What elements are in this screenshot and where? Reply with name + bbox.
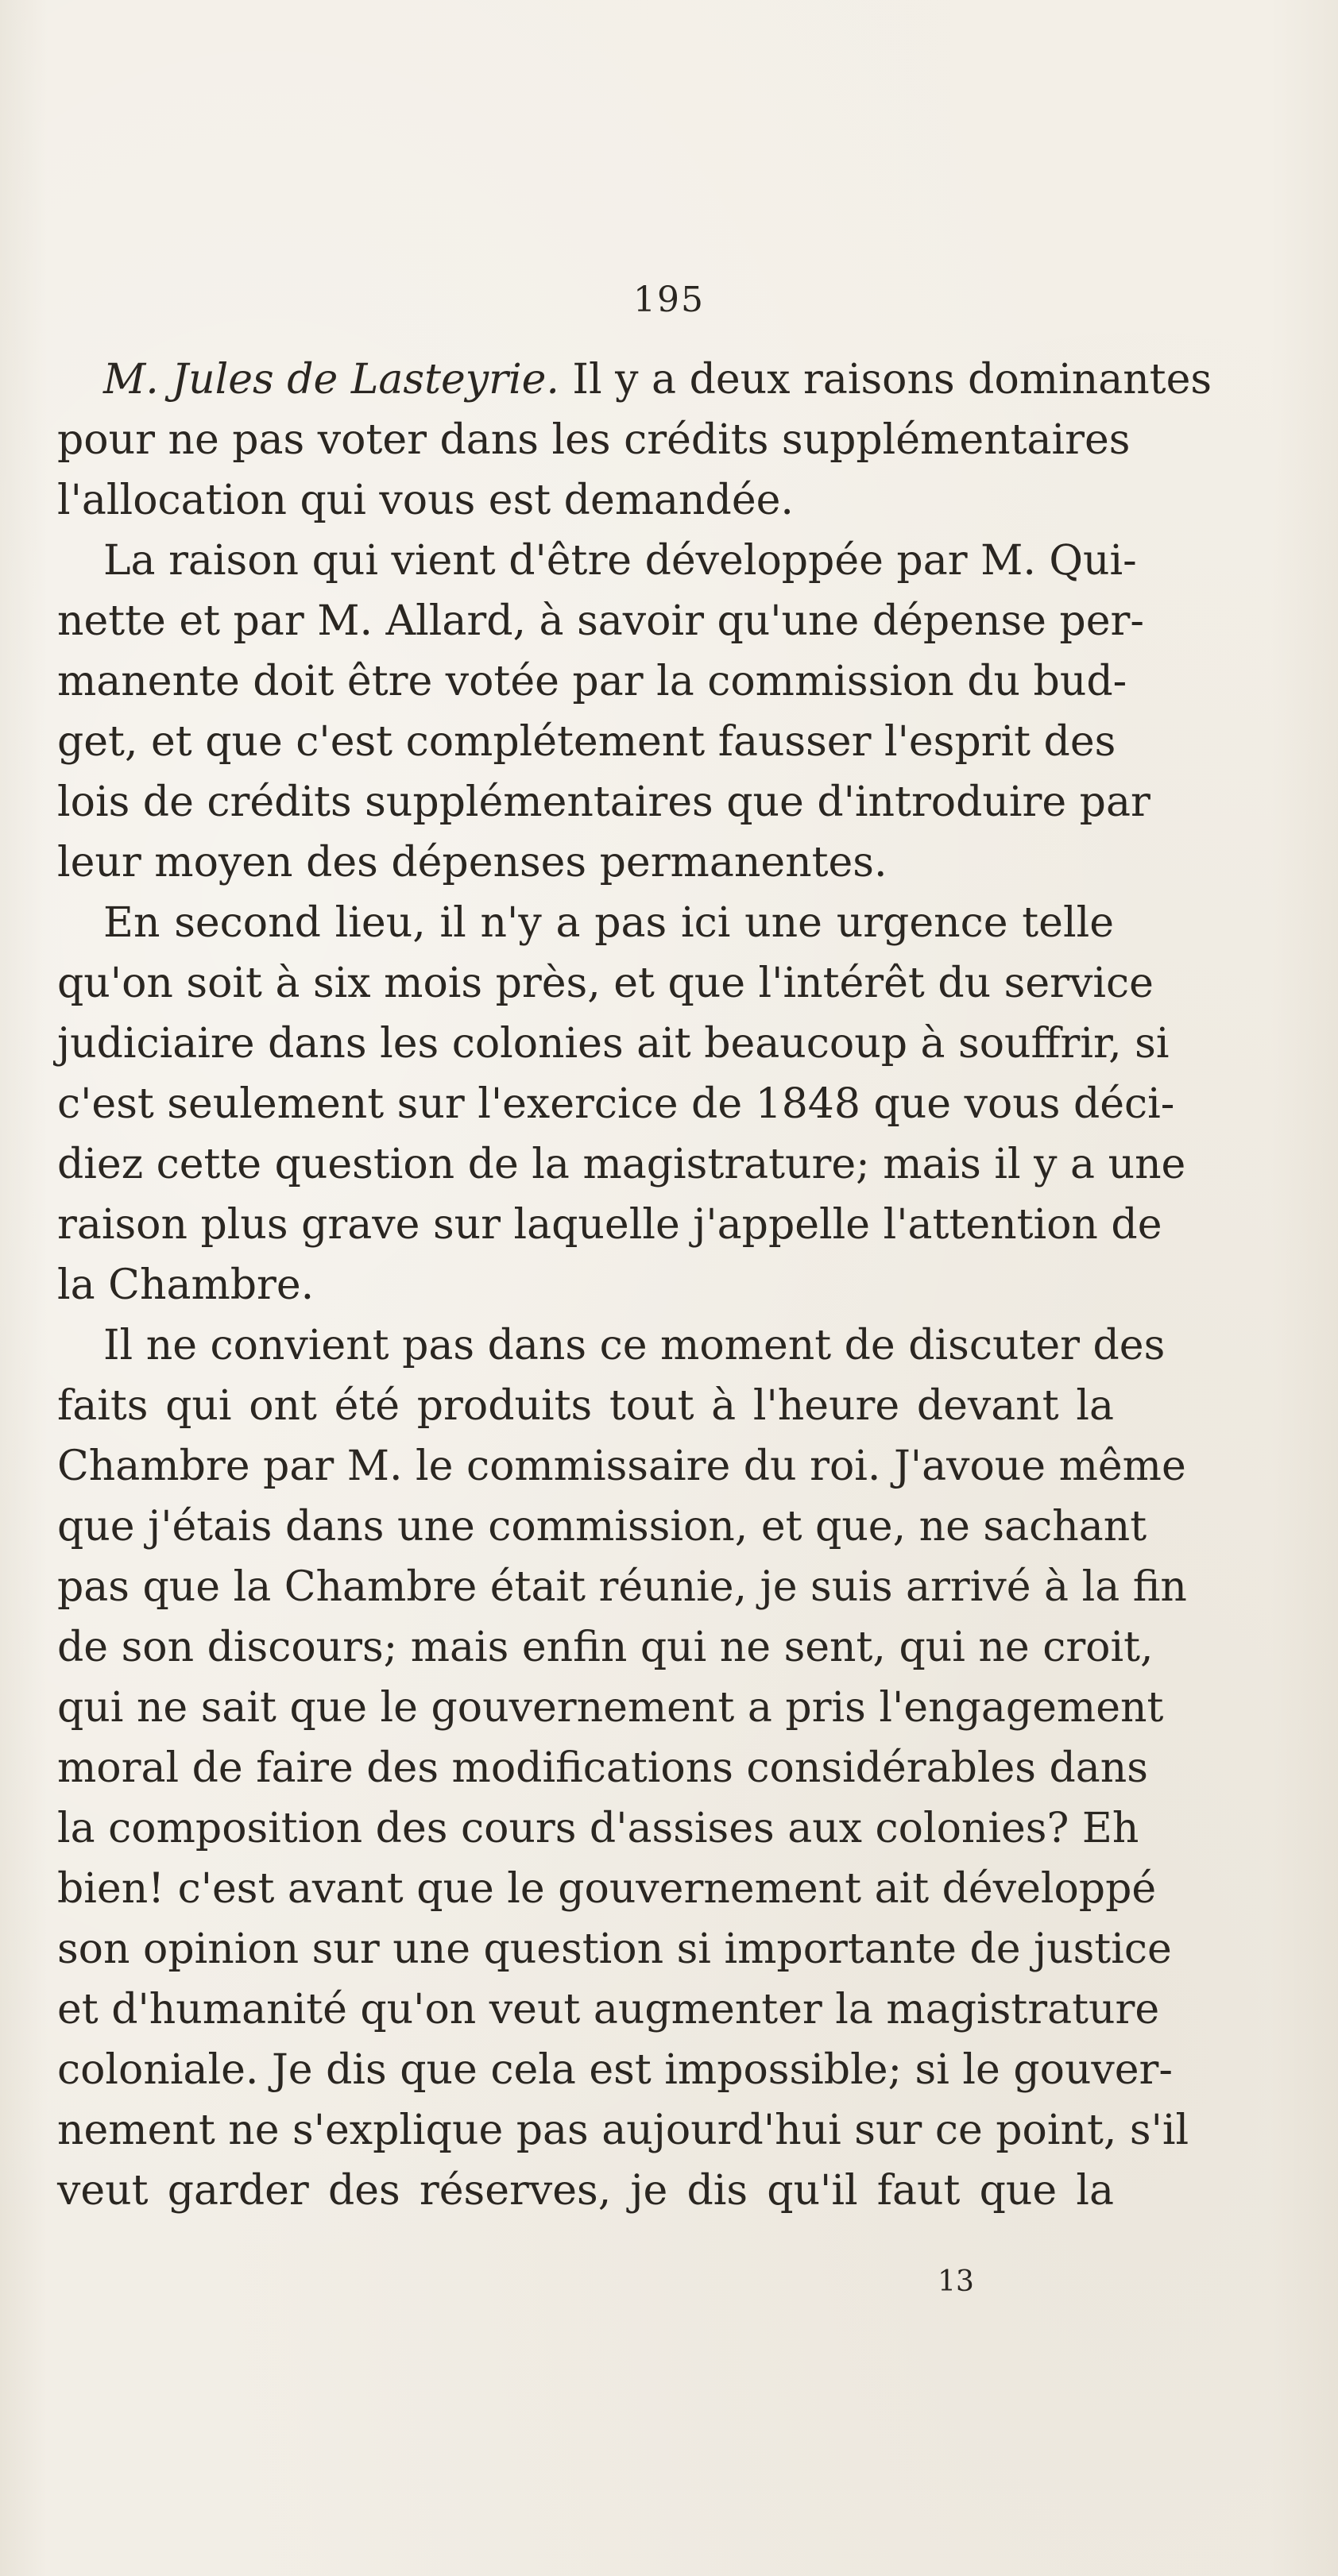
text-line: leur moyen des dépenses permanentes. xyxy=(57,839,887,886)
text-line: get, et que c'est complétement fausser l'esprit des xyxy=(57,718,1116,766)
text-line: c'est seulement sur l'exercice de 1848 que vous déci- xyxy=(57,1080,1175,1128)
text-line: nement ne s'explique pas aujourd'hui sur ce point, s'il xyxy=(57,2107,1189,2154)
text-line: La raison qui vient d'être développée par M. Qui- xyxy=(103,537,1137,585)
text-line: faits qui ont été produits tout à l'heure devant la xyxy=(57,1382,1114,1430)
text-line: pas que la Chambre était réunie, je suis arrivé à la fin xyxy=(57,1563,1187,1611)
text-line: la composition des cours d'assises aux colonies? Eh xyxy=(57,1805,1139,1852)
text-line: bien! c'est avant que le gouvernement ait développé xyxy=(57,1865,1157,1913)
text-line: manente doit être votée par la commission du bud- xyxy=(57,658,1127,705)
text-line: lois de crédits supplémentaires que d'introduire par xyxy=(57,778,1150,826)
body-text xyxy=(57,350,1212,2221)
text-line: la Chambre. xyxy=(57,1261,315,1309)
text-line: son opinion sur une question si importante de justice xyxy=(57,1925,1172,1973)
first-line-text: Il y a deux raisons dominantes xyxy=(559,356,1212,404)
signature-mark: 13 xyxy=(938,2265,974,2298)
text-line: Il ne convient pas dans ce moment de discuter des xyxy=(103,1322,1166,1369)
page-number: 195 xyxy=(633,280,705,320)
text-line: veut garder des réserves, je dis qu'il faut que la xyxy=(57,2167,1114,2215)
text-line: pour ne pas voter dans les crédits supplémentaires xyxy=(57,416,1131,464)
text-line: de son discours; mais enfin qui ne sent, qui ne croit, xyxy=(57,1624,1154,1671)
text-line: qui ne sait que le gouvernement a pris l'engagement xyxy=(57,1684,1164,1732)
text-line: coloniale. Je dis que cela est impossible; si le gouver- xyxy=(57,2046,1173,2094)
text-line: diez cette question de la magistrature; mais il y a une xyxy=(57,1141,1186,1188)
speaker-name: M. Jules de Lasteyrie. xyxy=(103,356,559,404)
text-line: l'allocation qui vous est demandée. xyxy=(57,477,794,524)
text-line: raison plus grave sur laquelle j'appelle l'attention de xyxy=(57,1201,1162,1249)
text-line: moral de faire des modifications considérables dans xyxy=(57,1744,1148,1792)
text-line: judiciaire dans les colonies ait beaucoup à souffrir, si xyxy=(57,1020,1170,1068)
text-line: En second lieu, il n'y a pas ici une urgence telle xyxy=(103,899,1114,947)
text-line: que j'étais dans une commission, et que, ne sachant xyxy=(57,1503,1147,1551)
text-line: nette et par M. Allard, à savoir qu'une dépense per- xyxy=(57,597,1144,645)
text-line: qu'on soit à six mois près, et que l'intérêt du service xyxy=(57,960,1154,1007)
text-line: Chambre par M. le commissaire du roi. J'avoue même xyxy=(57,1442,1186,1490)
text-line: et d'humanité qu'on veut augmenter la magistrature xyxy=(57,1986,1160,2033)
text-line xyxy=(57,350,1212,410)
